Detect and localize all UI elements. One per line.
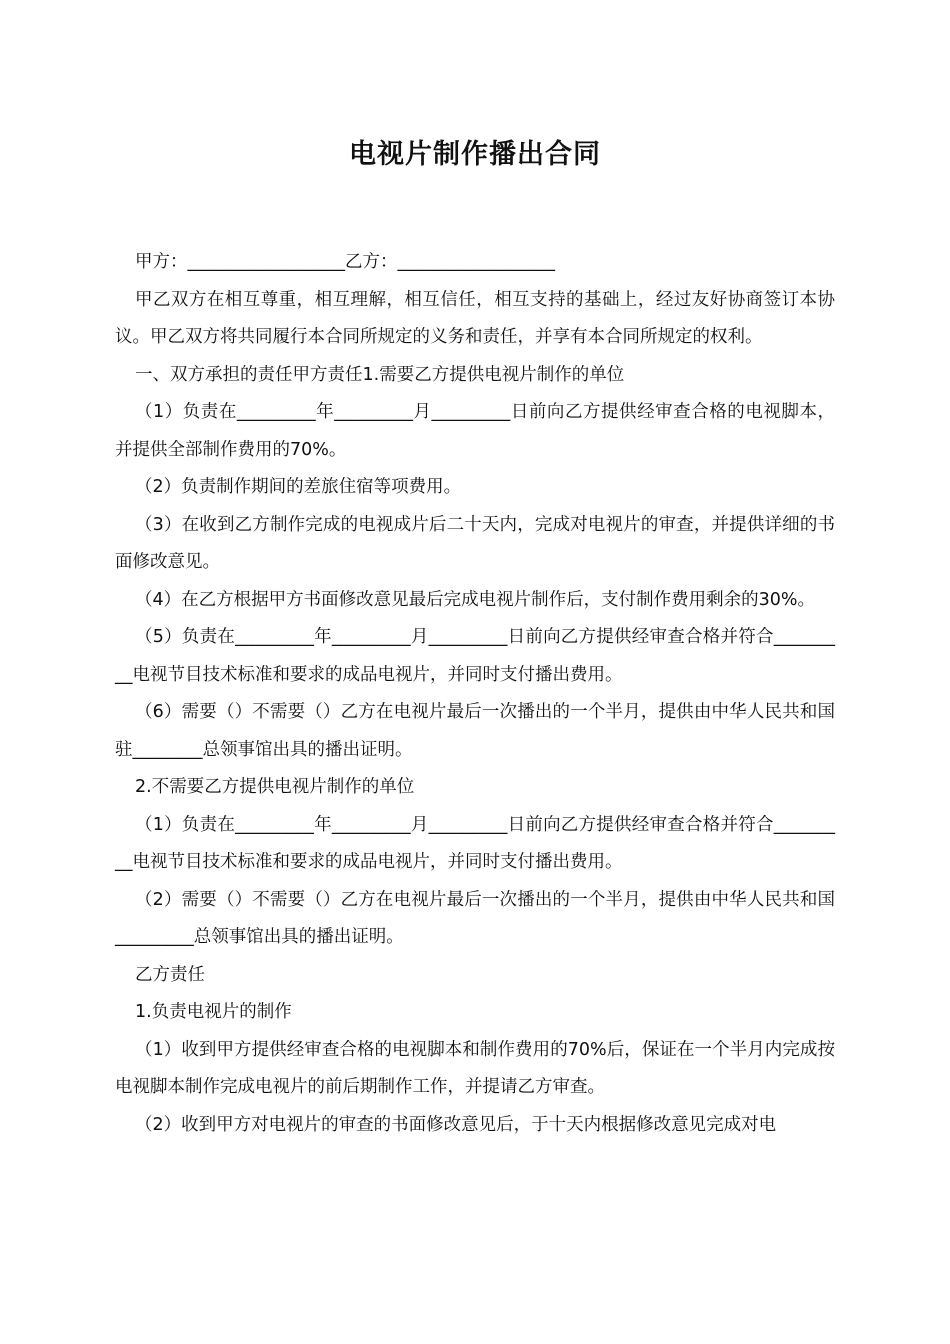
section-heading: 一、双方承担的责任甲方责任1.需要乙方提供电视片制作的单位 [135,364,625,385]
subsection-heading: 1.负责电视片的制作 [135,1002,292,1022]
clause-paragraph: （2）收到甲方对电视片的审查的书面修改意见后，于十天内根据修改意见完成对电 [135,1114,777,1135]
clause-paragraph: （3）在收到乙方制作完成的电视成片后二十天内，完成对电视片的审查，并提供详细的书面修改意见。 [115,514,835,572]
clause-paragraph: （2）负责制作期间的差旅住宿等项费用。 [135,477,462,497]
document-body [115,244,835,1144]
clause-paragraph: （6）需要（）不需要（）乙方在电视片最后一次播出的一个半月，提供由中华人民共和国驻________总领事馆出具的播出证明。 [115,702,835,760]
parties-line: 甲方：__________________乙方：__________________ [135,252,555,272]
clause-paragraph: （2）需要（）不需要（）乙方在电视片最后一次播出的一个半月，提供由中华人民共和国_________总领事馆出具的播出证明。 [115,889,835,947]
preamble-paragraph: 甲乙双方在相互尊重，相互理解，相互信任，相互支持的基础上，经过友好协商签订本协议。甲乙双方将共同履行本合同所规定的义务和责任，并享有本合同所规定的权利。 [115,289,835,347]
subsection-heading: 2.不需要乙方提供电视片制作的单位 [135,777,415,797]
clause-paragraph: （1）负责在_________年_________月_________日前向乙方提供经审查合格的电视脚本，并提供全部制作费用的70%。 [115,402,835,460]
subsection-heading: 乙方责任 [135,964,205,985]
clause-paragraph: （1）负责在_________年_________月_________日前向乙方提供经审查合格并符合_________电视节目技术标准和要求的成品电视片，并同时支付播出费用。 [115,814,835,872]
clause-paragraph: （1）收到甲方提供经审查合格的电视脚本和制作费用的70%后，保证在一个半月内完成按电视脚本制作完成电视片的前后期制作工作，并提请乙方审查。 [115,1039,835,1097]
clause-paragraph: （4）在乙方根据甲方书面修改意见最后完成电视片制作后，支付制作费用剩余的30%。 [135,589,816,610]
document-title: 电视片制作播出合同 [349,139,601,170]
clause-paragraph: （5）负责在_________年_________月_________日前向乙方提供经审查合格并符合_________电视节目技术标准和要求的成品电视片，并同时支付播出费用。 [115,627,835,685]
